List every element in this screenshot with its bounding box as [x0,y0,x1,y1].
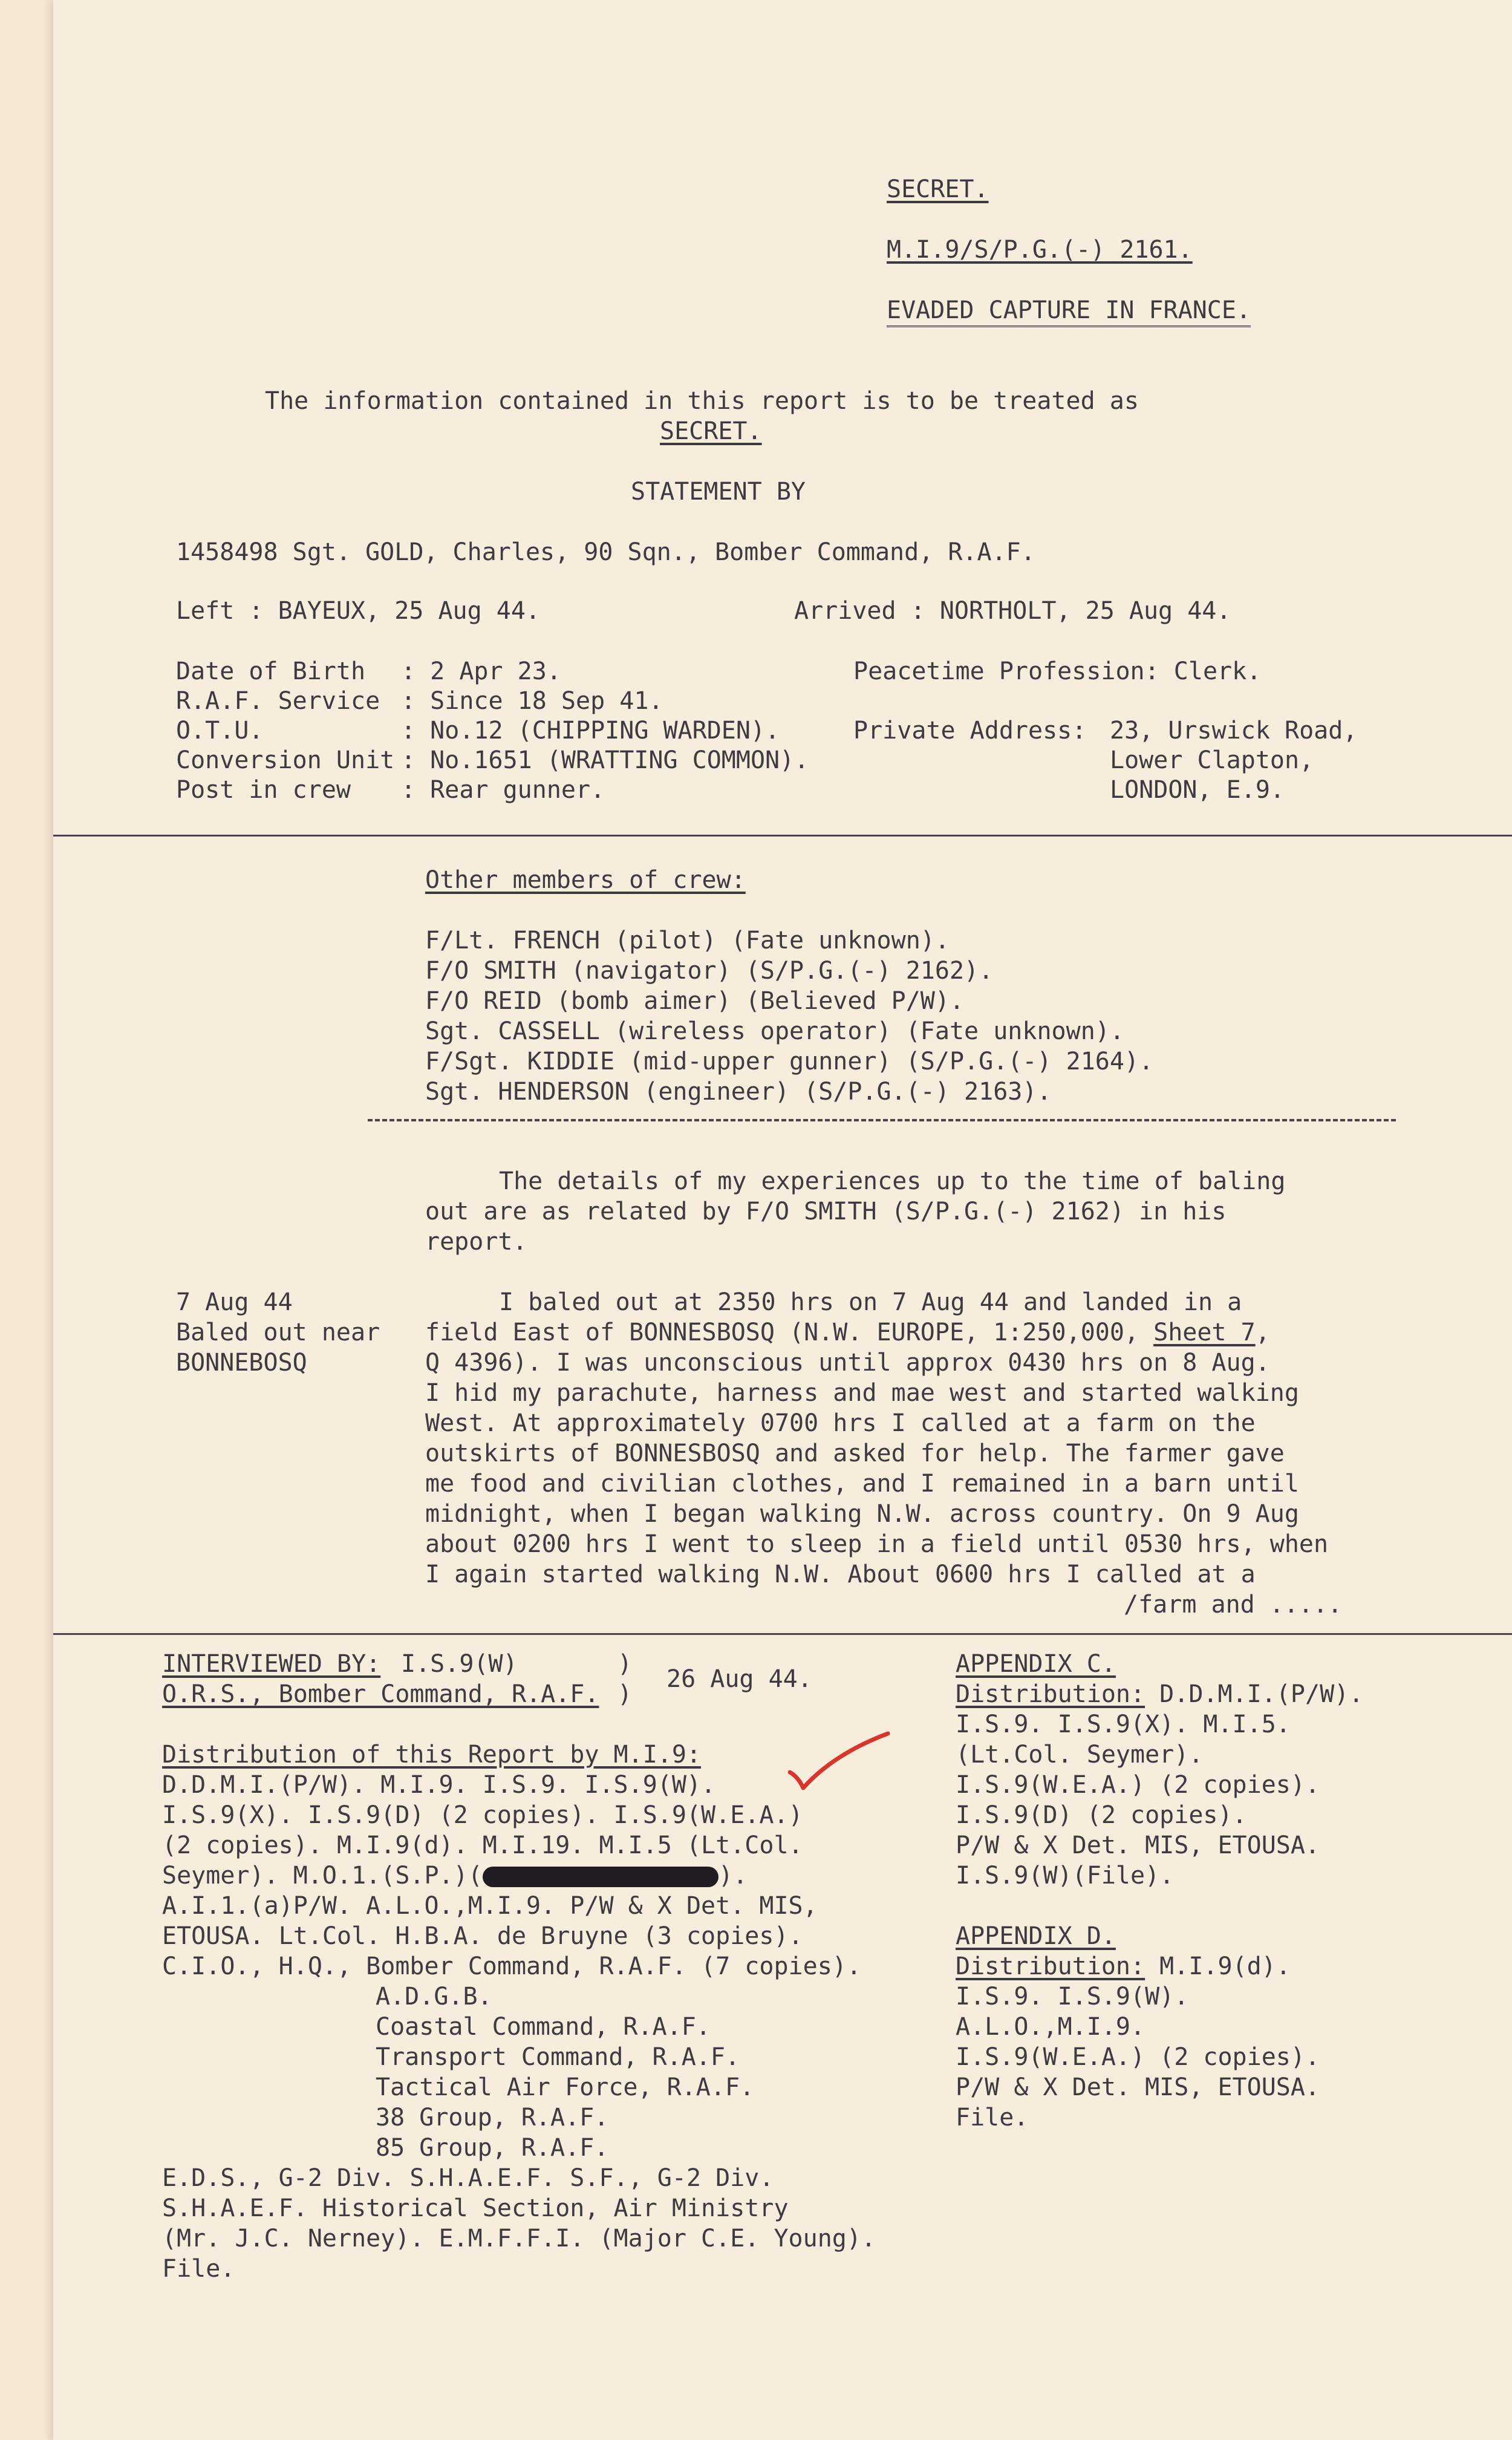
interview-date: 26 Aug 44. [666,1665,812,1693]
dashed-divider [368,1119,1396,1121]
appendix-d-distribution [956,1951,1291,1982]
narrative-intro: out are as related by F/O SMITH (S/P.G.(-) 2162) in his [425,1198,1227,1225]
check-mark-icon [785,1730,894,1796]
redaction-mark [483,1867,719,1887]
narrative-intro: report. [425,1228,527,1256]
divider [53,1633,1512,1635]
address-line: Lower Clapton, [1110,746,1314,774]
crew-member: F/O REID (bomb aimer) (Believed P/W). [425,987,965,1015]
distribution-subline: Tactical Air Force, R.A.F. [376,2073,755,2101]
distribution-line: I.S.9(X). I.S.9(D) (2 copies). I.S.9(W.E.A.) [162,1801,803,1829]
narrative-text: field East of BONNESBOSQ (N.W. EUROPE, 1:250,000, [425,1319,1154,1346]
distribution-subline: 85 Group, R.A.F. [376,2134,609,2162]
crew-heading: Other members of crew: [425,866,746,894]
appendix-c-line: (Lt.Col. Seymer). [956,1741,1204,1769]
distribution-text: Seymer). M.O.1.(S.P.)( [162,1862,483,1890]
distribution-line: S.H.A.E.F. Historical Section, Air Ministry [162,2194,789,2222]
narrative-intro: The details of my experiences up to the time of baling [499,1167,1286,1195]
appendix-c-distribution [956,1679,1363,1709]
distribution-text: D.D.M.I.(P/W). [1159,1680,1364,1708]
crew-member: F/O SMITH (navigator) (S/P.G.(-) 2162). [425,957,994,985]
arrived-location: Arrived : NORTHOLT, 25 Aug 44. [794,597,1231,625]
address-line: LONDON, E.9. [1110,776,1285,804]
appendix-c-line: I.S.9(W.E.A.) (2 copies). [956,1771,1320,1799]
interviewer: O.R.S., Bomber Command, R.A.F. [162,1680,599,1708]
narrative-line: I baled out at 2350 hrs on 7 Aug 44 and landed in a [499,1288,1242,1316]
report-title: EVADED CAPTURE IN FRANCE. [887,295,1251,327]
document-page [53,0,1512,2440]
appendix-c-line: P/W & X Det. MIS, ETOUSA. [956,1832,1320,1859]
continued-note: /farm and ..... [1124,1591,1343,1619]
narrative-line: I again started walking N.W. About 0600 hrs I called at a [425,1561,1256,1588]
notice-line-2: SECRET. [660,417,762,445]
brace: ) [618,1650,633,1678]
detail-value: : No.12 (CHIPPING WARDEN). [401,717,780,745]
peacetime-profession: Peacetime Profession: Clerk. [853,657,1262,685]
distribution-label: Distribution: [956,1680,1145,1708]
distribution-line: A.I.1.(a)P/W. A.L.O.,M.I.9. P/W & X Det. MIS, [162,1892,818,1920]
distribution-text: M.I.9(d). [1159,1952,1291,1980]
narrative-line: about 0200 hrs I went to sleep in a field until 0530 hrs, when [425,1530,1329,1558]
distribution-line: (2 copies). M.I.9(d). M.I.19. M.I.5 (Lt.Col. [162,1832,803,1859]
narrative-line: me food and civilian clothes, and I remained in a barn until [425,1470,1299,1498]
appendix-d-line: P/W & X Det. MIS, ETOUSA. [956,2073,1320,2101]
detail-label: Date of Birth [176,657,366,685]
narrative-line: outskirts of BONNESBOSQ and asked for help. The farmer gave [425,1440,1285,1467]
distribution-line: ETOUSA. Lt.Col. H.B.A. de Bruyne (3 copies). [162,1922,803,1950]
statement-heading: STATEMENT BY [631,478,806,506]
distribution-line: D.D.M.I.(P/W). M.I.9. I.S.9. I.S.9(W). [162,1771,716,1799]
narrative-line [425,1317,1270,1348]
crew-member: F/Sgt. KIDDIE (mid-upper gunner) (S/P.G.(-) 2164). [425,1048,1154,1075]
detail-label: Conversion Unit [176,746,395,774]
appendix-d-line: File. [956,2104,1029,2132]
address-line: 23, Urswick Road, [1110,717,1358,745]
crew-member: Sgt. CASSELL (wireless operator) (Fate unknown). [425,1017,1124,1045]
interviewed-label: INTERVIEWED BY: [162,1650,381,1678]
distribution-line: C.I.O., H.Q., Bomber Command, R.A.F. (7 copies). [162,1952,861,1980]
narrative-line: Q 4396). I was unconscious until approx 0430 hrs on 8 Aug. [425,1349,1270,1377]
narrative-text: , [1255,1319,1270,1346]
distribution-line: File. [162,2255,235,2283]
detail-value: : Rear gunner. [401,776,605,804]
margin-note: BONNEBOSQ [176,1349,307,1377]
detail-label: R.A.F. Service [176,687,380,715]
detail-value: : Since 18 Sep 41. [401,687,663,715]
left-location: Left : BAYEUX, 25 Aug 44. [176,597,541,625]
margin-note: 7 Aug 44 [176,1288,293,1316]
crew-member: F/Lt. FRENCH (pilot) (Fate unknown). [425,927,950,954]
appendix-c-line: I.S.9(D) (2 copies). [956,1801,1247,1829]
distribution-subline: Coastal Command, R.A.F. [376,2013,711,2041]
sheet-reference: Sheet 7 [1153,1319,1256,1346]
interviewer: I.S.9(W) [401,1650,518,1678]
crew-member: Sgt. HENDERSON (engineer) (S/P.G.(-) 2163). [425,1078,1052,1106]
person-line: 1458498 Sgt. GOLD, Charles, 90 Sqn., Bomber Command, R.A.F. [176,538,1035,566]
report-reference: M.I.9/S/P.G.(-) 2161. [887,236,1193,264]
distribution-label: Distribution: [956,1952,1145,1980]
appendix-d-heading: APPENDIX D. [956,1922,1116,1950]
detail-value: : No.1651 (WRATTING COMMON). [401,746,809,774]
appendix-d-line: I.S.9(W.E.A.) (2 copies). [956,2043,1320,2071]
appendix-c-heading: APPENDIX C. [956,1650,1116,1678]
narrative-line: midnight, when I began walking N.W. across country. On 9 Aug [425,1500,1299,1528]
distribution-subline: 38 Group, R.A.F. [376,2104,609,2132]
margin-note: Baled out near [176,1319,380,1346]
notice-line-1: The information contained in this report is to be treated as [265,387,1139,415]
detail-value: : 2 Apr 23. [401,657,561,685]
appendix-c-line: I.S.9(W)(File). [956,1862,1175,1890]
appendix-d-line: I.S.9. I.S.9(W). [956,1983,1189,2011]
distribution-text: ). [718,1862,748,1890]
distribution-subline: A.D.G.B. [376,1983,492,2011]
distribution-line: E.D.S., G-2 Div. S.H.A.E.F. S.F., G-2 Div. [162,2164,774,2192]
brace: ) [618,1680,633,1708]
distribution-line [162,1861,748,1891]
detail-label: O.T.U. [176,717,264,745]
distribution-heading: Distribution of this Report by M.I.9: [162,1741,702,1769]
appendix-c-line: I.S.9. I.S.9(X). M.I.5. [956,1711,1291,1738]
distribution-line: (Mr. J.C. Nerney). E.M.F.F.I. (Major C.E. Young). [162,2225,876,2252]
distribution-subline: Transport Command, R.A.F. [376,2043,740,2071]
narrative-line: I hid my parachute, harness and mae west and started walking [425,1379,1299,1407]
detail-label: Post in crew [176,776,351,804]
appendix-d-line: A.L.O.,M.I.9. [956,2013,1145,2041]
divider [53,835,1512,837]
address-label: Private Address: [853,717,1087,745]
narrative-line: West. At approximately 0700 hrs I called at a farm on the [425,1409,1256,1437]
classification-heading: SECRET. [887,175,989,203]
